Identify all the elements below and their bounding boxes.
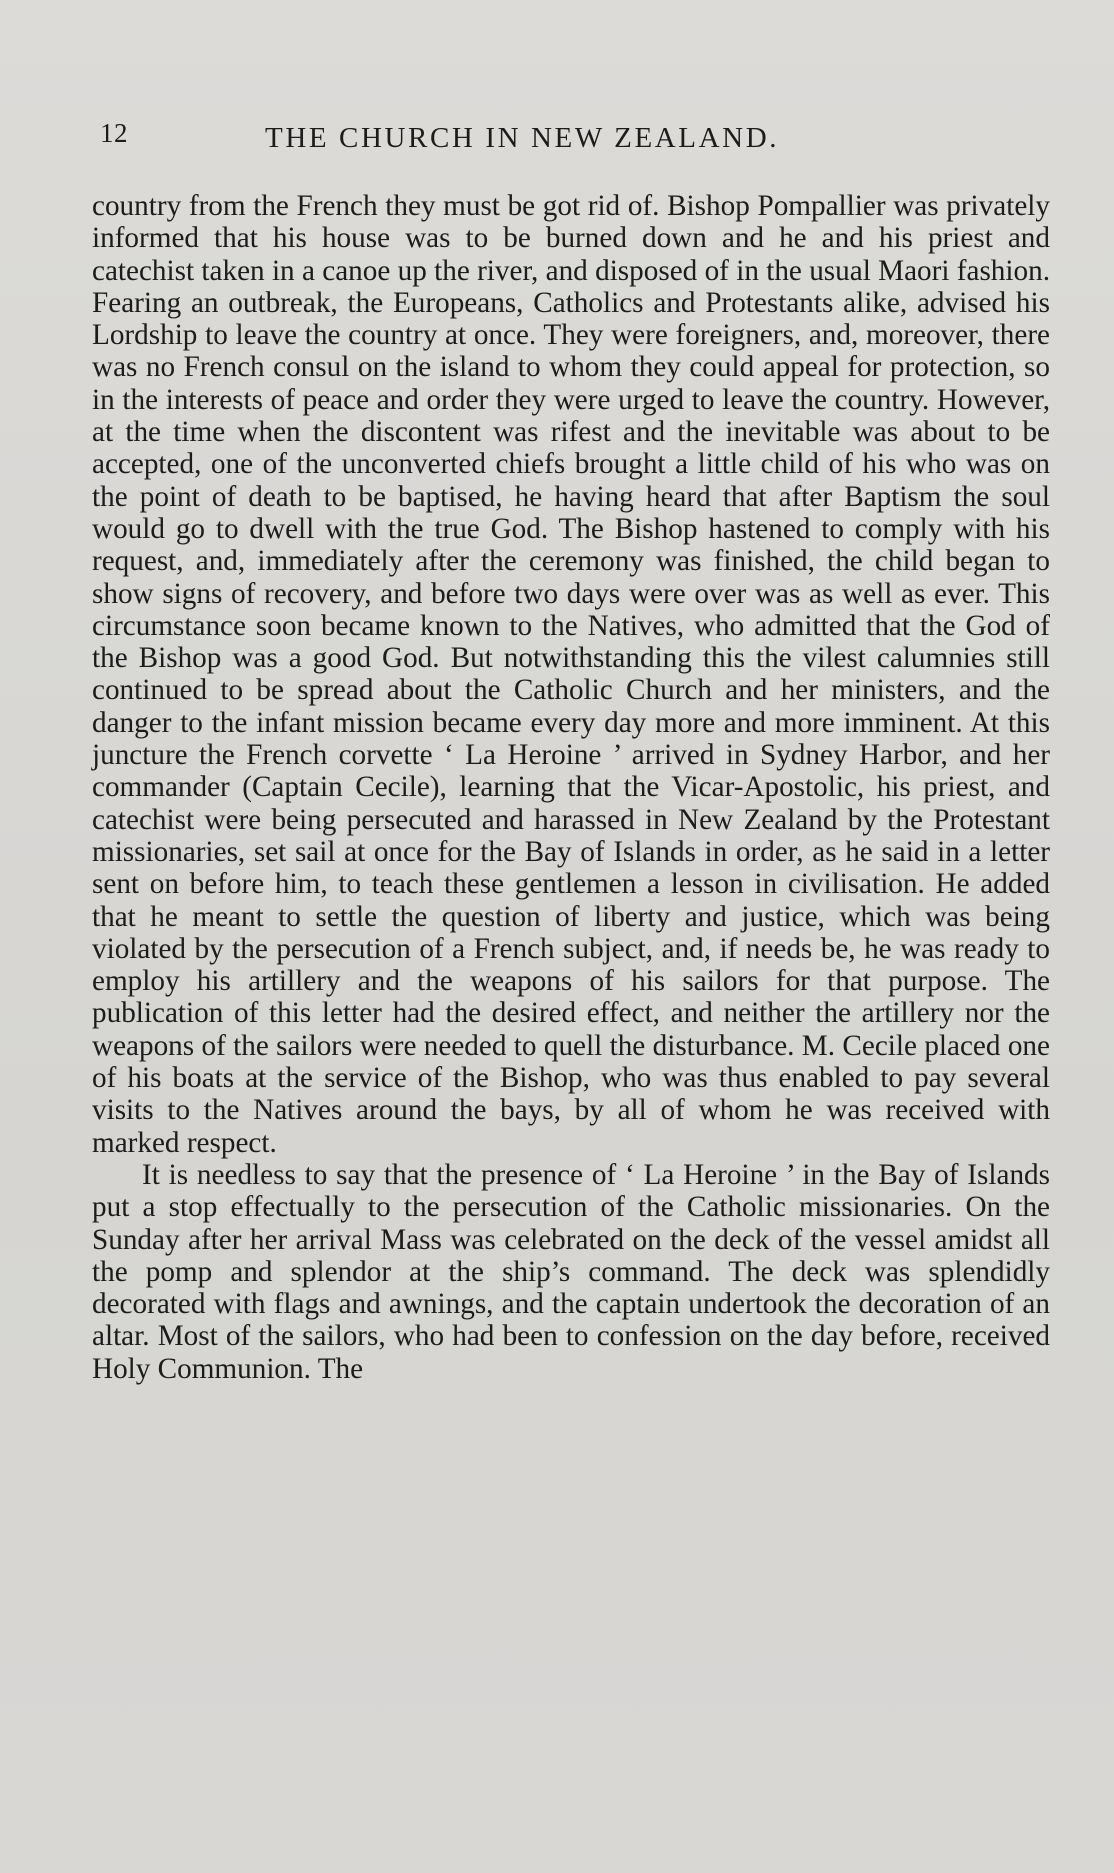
paragraph-1: country from the French they must be got rid of. Bishop Pompallier was privately informed that his house was to be burned down and he and his priest and catechist taken in a canoe up the river, and disposed of in the usual Maori fashion. Fearing an outbreak, the Europeans, Catholics and Protestants alike, advised his Lordship to leave the country at once. They were foreigners, and, moreover, there was no French consul on the island to whom they could appeal for protection, so in the interests of peace and order they were urged to leave the country. However, at the time when the discontent was rifest and the inevitable was about to be accepted, one of the unconverted chiefs brought a little child of his who was on the point of death to be baptised, he having heard that after Baptism the soul would go to dwell with the true God. The Bishop hastened to comply with his request, and, immediately after the ceremony was finished, the child began to show signs of recovery, and before two days were over was as well as ever. This circumstance soon became known to the Natives, who admitted that the God of the Bishop was a good God. But notwithstanding this the vilest calumnies still continued to be spread about the Catholic Church and her ministers, and the danger to the infant mission became every day more and more imminent. At this juncture the French corvette ‘ La Heroine ’ arrived in Sydney Harbor, and her commander (Captain Cecile), learning that the Vicar-Apostolic, his priest, and catechist were being persecuted and harassed in New Zealand by the Protestant missionaries, set sail at once for the Bay of Islands in order, as he said in a letter sent on before him, to teach these gentlemen a lesson in civilisation. He added that he meant to settle the question of liberty and justice, which was being violated by the persecution of a French subject, and, if needs be, he was ready to employ his artillery and the weapons of his sailors for that purpose. The publication of this letter had the desired effect, and neither the artillery nor the weapons of the sailors were needed to quell the disturbance. M. Cecile placed one of his boats at the service of the Bishop, who was thus enabled to pay several visits to the Natives around the bays, by all of whom he was received with marked respect. [92, 190, 1050, 1159]
paragraph-2: It is needless to say that the presence of ‘ La Heroine ’ in the Bay of Islands put a stop effectually to the persecution of the Catholic missionaries. On the Sunday after her arrival Mass was celebrated on the deck of the vessel amidst all the pomp and splendor at the ship’s command. The deck was splendidly decorated with flags and awnings, and the captain undertook the decoration of an altar. Most of the sailors, who had been to confession on the day before, received Holy Communion. The [92, 1158, 1050, 1385]
page-number: 12 [100, 118, 128, 148]
running-head [100, 118, 900, 168]
running-title: THE CHURCH IN NEW ZEALAND. [265, 122, 780, 154]
body-text [92, 190, 1050, 1385]
